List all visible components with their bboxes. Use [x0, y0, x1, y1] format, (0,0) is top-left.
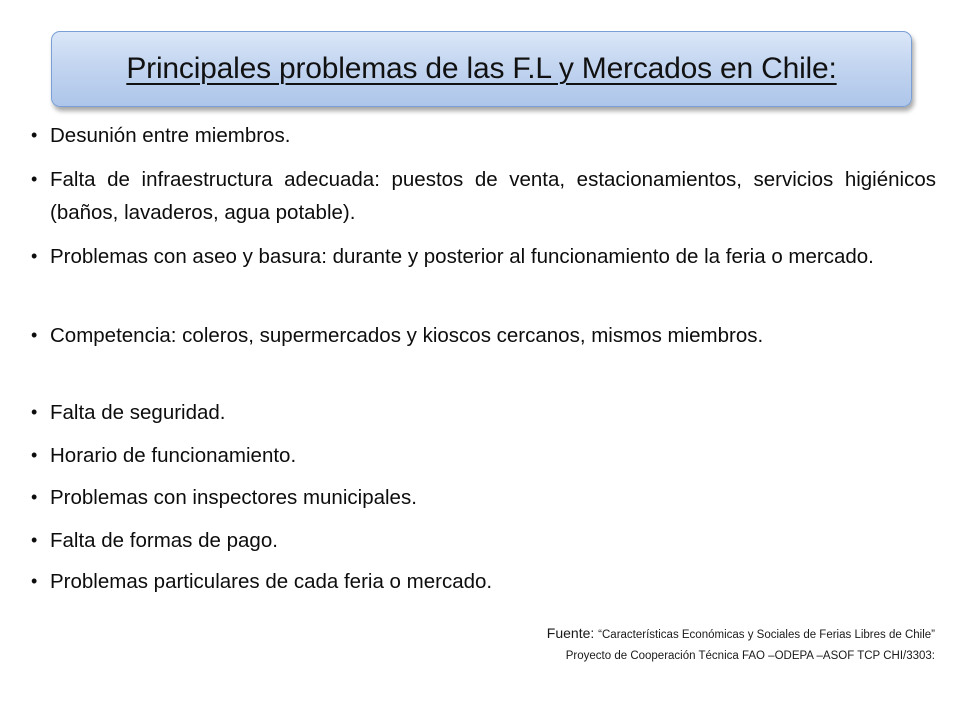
bullet-item: [31, 481, 936, 514]
bullet-icon: •: [31, 402, 38, 422]
bullet-icon: •: [31, 246, 38, 266]
bullet-item: [31, 319, 936, 352]
bullet-icon: •: [31, 530, 38, 550]
source-reference: “Características Económicas y Sociales de Ferias Libres de Chile”: [598, 629, 935, 641]
bullet-text: Problemas particulares de cada feria o mercado.: [50, 570, 493, 593]
bullet-item: [31, 565, 936, 598]
source-project: Proyecto de Cooperación Técnica FAO –ODEPA –ASOF TCP CHI/3303:: [565, 650, 935, 662]
bullet-item: [31, 119, 936, 152]
bullet-text: Problemas con aseo y basura: durante y posterior al funcionamiento de la feria o mercado.: [50, 245, 874, 268]
bullet-text: Falta de infraestructura adecuada: puestos de venta, estacionamientos, servicios higiénicos (baños, lavaderos, agua potable).: [50, 168, 936, 224]
bullet-text: Problemas con inspectores municipales.: [50, 486, 417, 509]
bullet-item: [31, 396, 936, 429]
bullet-icon: •: [31, 571, 38, 591]
bullet-icon: •: [31, 169, 38, 189]
bullet-icon: •: [31, 125, 38, 145]
bullet-text: Horario de funcionamiento.: [50, 444, 297, 467]
bullet-text: Competencia: coleros, supermercados y kioscos cercanos, mismos miembros.: [50, 324, 764, 347]
bullet-text: Falta de formas de pago.: [50, 529, 278, 552]
source-label: Fuente:: [546, 625, 599, 641]
bullet-text: Desunión entre miembros.: [50, 124, 291, 147]
bullet-icon: •: [31, 445, 38, 465]
bullet-item: [31, 439, 936, 472]
bullet-icon: •: [31, 325, 38, 345]
bullet-item: [31, 240, 936, 273]
bullet-icon: •: [31, 487, 38, 507]
bullet-item: [31, 163, 936, 229]
bullet-text: Falta de seguridad.: [50, 401, 226, 424]
bullet-item: [31, 524, 936, 557]
source-citation: [547, 625, 935, 641]
slide-title: Principales problemas de las F.L y Mercados en Chile:: [126, 52, 837, 85]
